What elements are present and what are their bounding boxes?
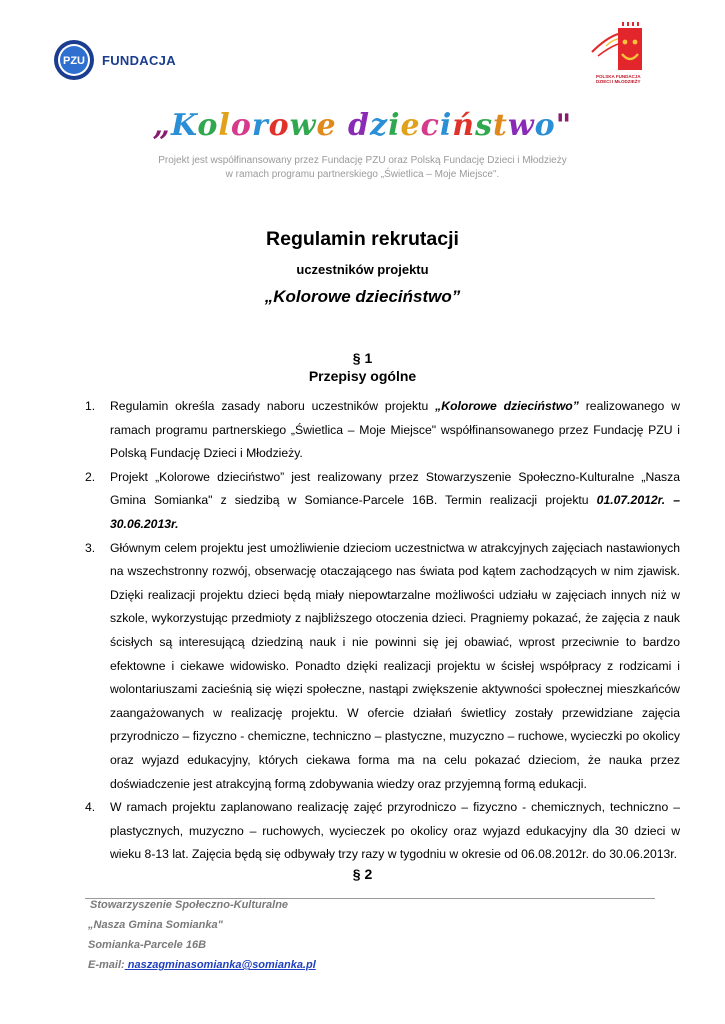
- rule-emphasis: 01.07.2012r. – 30.06.2013r.: [110, 493, 680, 531]
- pzu-logo-icon: [52, 38, 96, 82]
- title-letter: o: [197, 108, 219, 143]
- project-title: [0, 108, 725, 143]
- footer-org-name: Stowarzyszenie Społeczno-Kulturalne: [90, 899, 289, 911]
- rule-text: Projekt „Kolorowe dzieciństwo” jest realizowany przez Stowarzyszenie Społeczno-Kulturalne „Nasza Gmina Somianka" z siedzibą w Somiance-Parcele 16B. Termin realizacji projektu: [110, 469, 680, 508]
- title-letter: l: [218, 108, 231, 143]
- title-letter: w: [289, 108, 317, 143]
- rule-emphasis: „Kolorowe dzieciństwo”: [435, 399, 579, 413]
- title-letter: o: [230, 108, 252, 143]
- title-letter: c: [420, 108, 440, 143]
- section-1-title: Przepisy ogólne: [308, 368, 417, 384]
- footer-address: Somianka-Parcele 16B: [88, 939, 207, 951]
- footer-email-row: [88, 959, 316, 971]
- title-letter: d: [348, 108, 371, 143]
- pzu-fundacja-label: FUNDACJA: [102, 52, 176, 68]
- title-letter: e: [400, 108, 421, 143]
- title-letters: [171, 108, 556, 143]
- title-letter: i: [388, 108, 401, 143]
- footer-org-quote-name: „Nasza Gmina Somianka": [88, 919, 223, 931]
- pfdm-logo-icon: [580, 22, 650, 74]
- subtitle-line-1: Projekt jest współfinansowany przez Fundację PZU oraz Polską Fundację Dzieci i Młodzieży: [158, 155, 567, 166]
- section-2-number: § 2: [352, 866, 373, 882]
- title-letter: i: [439, 108, 453, 143]
- title-letter: z: [370, 108, 389, 143]
- footer-email-link-part1[interactable]: naszagmina: [124, 959, 191, 971]
- rules-list: [85, 395, 680, 867]
- footer-email-link-part2[interactable]: somianka@somianka.pl: [190, 959, 316, 971]
- pzu-fundacja-logo: [52, 40, 202, 80]
- pfdm-caption: POLSKA FUNDACJA DZIECI I MŁODZIEŻY: [596, 74, 641, 84]
- rule-number: 3.: [85, 540, 96, 555]
- footer-email-label: E-mail:: [88, 959, 125, 971]
- rule-number: 4.: [85, 800, 96, 815]
- regulamin-subtitle: uczestników projektu: [296, 262, 429, 277]
- rule-number: 1.: [85, 399, 96, 413]
- title-letter: o: [534, 108, 556, 143]
- title-letter: w: [507, 108, 535, 143]
- rule-text: Głównym celem projektu jest umożliwienie dzieciom uczestnictwa w atrakcyjnych zajęciach nastawionych na wszechstronny rozwój, obserwację otaczającego nas świata pod kątem zachodzących w nim zjawisk. Dzięki realizacji projektu dzieci będą miały niepowtarzalne możliwości udziału w zajęciach innych niż w szkole, wykorzystując przedmioty z najbliższego otoczenia dzieci. Pragniemy pokazać, że zajęcia z nauk ścisłych są interesującą dziedziną nauk i nie powinni się jej obawiać, wprost przeciwnie to bardzo efektowne i ciekawe widowisko. Ponadto dzięki realizacji projektu w ścisłej współpracy z rodzicami i wolontariuszami zacieśnią się więzi społeczne, nastąpi zwiększenie aktywności społecznej mieszkańców zaangażowanych w realizację projektu. W ofercie działań świetlicy zostały przewidziane zajęcia przyrodniczo – fizyczno - chemiczne, techniczno – plastyczne, muzyczno – ruchowe, wycieczki po okolicy oraz wyjazd edukacyjny, których ciekawa forma ma na celu pokazać dzieciom, że nauka przez doświadczenie jest atrakcyjną formą zdobywania wiedzy oraz przyjemną formą edukacji.: [110, 540, 680, 791]
- rule-item: [85, 537, 680, 797]
- regulamin-project-name: „Kolorowe dzieciństwo”: [264, 287, 461, 306]
- title-letter: [337, 108, 348, 143]
- title-letter: o: [268, 108, 290, 143]
- title-close-quote: ": [555, 108, 573, 143]
- title-letter: s: [475, 108, 493, 143]
- rule-item: [85, 466, 680, 537]
- section-1-number: § 1: [352, 350, 373, 366]
- rule-text-end: realizowanego w ramach programu partnerskiego „Świetlica – Moje Miejsce" współfinansowanego przez Fundację PZU i Polską Fundację Dzieci i Młodzieży.: [110, 399, 681, 461]
- pzu-logo-text: PZU: [63, 55, 85, 67]
- title-open-quote: „: [152, 108, 171, 143]
- subtitle-line-2: w ramach programu partnerskiego „Świetlica – Moje Miejsce".: [225, 169, 500, 180]
- title-letter: t: [492, 108, 508, 143]
- rule-number: 2.: [85, 469, 96, 484]
- title-letter: e: [316, 108, 337, 143]
- title-letter: r: [251, 108, 269, 143]
- rule-item: [85, 395, 680, 466]
- rule-text: Regulamin określa zasady naboru uczestników projektu: [110, 399, 436, 413]
- pfdm-logo: [580, 22, 650, 90]
- title-letter: K: [170, 108, 198, 143]
- rule-item: [85, 796, 680, 867]
- regulamin-title: Regulamin rekrutacji: [266, 228, 459, 250]
- title-letter: ń: [452, 108, 476, 143]
- rule-text: W ramach projektu zaplanowano realizację zajęć przyrodniczo – fizyczno - chemicznych, techniczno – plastycznych, muzyczno – ruchowych, wycieczek po okolicy oraz wyjazd edukacyjny dla 30 dzieci w wieku 8-13 lat. Zajęcia będą się odbywały trzy razy w tygodniu w okresie od 06.08.2012r. do 30.06.2013r.: [110, 800, 680, 862]
